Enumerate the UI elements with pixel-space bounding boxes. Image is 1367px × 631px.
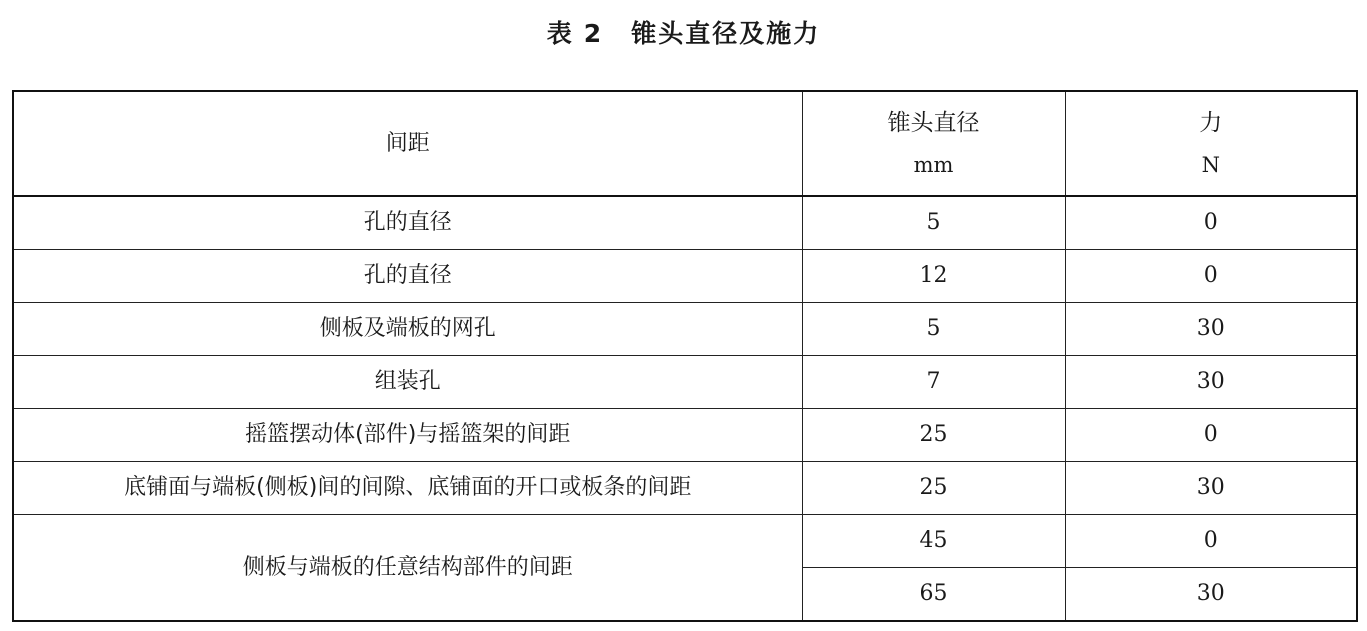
row-desc: 孔的直径 [13, 250, 802, 303]
row-diameter: 45 [802, 515, 1065, 568]
header-diameter-unit: mm [913, 152, 954, 177]
row-force: 0 [1065, 196, 1357, 250]
header-force-unit: N [1201, 152, 1220, 177]
row-desc: 底铺面与端板(侧板)间的间隙、底铺面的开口或板条的间距 [13, 462, 802, 515]
row-diameter: 7 [802, 356, 1065, 409]
row-diameter: 65 [802, 568, 1065, 622]
row-desc: 侧板及端板的网孔 [13, 303, 802, 356]
table-row [13, 409, 1357, 462]
row-force: 30 [1065, 303, 1357, 356]
header-force [1065, 91, 1357, 196]
table-row [13, 250, 1357, 303]
row-desc: 孔的直径 [13, 196, 802, 250]
row-diameter: 12 [802, 250, 1065, 303]
table-title [0, 14, 1367, 50]
row-diameter: 25 [802, 462, 1065, 515]
row-force: 30 [1065, 462, 1357, 515]
table-row [13, 356, 1357, 409]
header-diameter-label: 锥头直径 [887, 109, 980, 136]
row-force: 30 [1065, 356, 1357, 409]
table-title-number: 2 [583, 19, 604, 48]
row-force: 0 [1065, 250, 1357, 303]
table-row [13, 196, 1357, 250]
table-title-label: 表 [546, 19, 574, 48]
header-spacing: 间距 [13, 91, 802, 196]
row-force: 0 [1065, 409, 1357, 462]
row-diameter: 5 [802, 196, 1065, 250]
row-desc: 组装孔 [13, 356, 802, 409]
table-row [13, 303, 1357, 356]
row-diameter: 5 [802, 303, 1065, 356]
header-row [13, 91, 1357, 196]
table-title-text: 锥头直径及施力 [631, 19, 821, 48]
row-diameter: 25 [802, 409, 1065, 462]
header-diameter [802, 91, 1065, 196]
spec-table [12, 90, 1358, 622]
row-desc: 摇篮摆动体(部件)与摇篮架的间距 [13, 409, 802, 462]
table-row [13, 462, 1357, 515]
table-row [13, 515, 1357, 568]
header-force-label: 力 [1199, 109, 1223, 136]
merged-row-desc: 侧板与端板的任意结构部件的间距 [13, 515, 802, 622]
row-force: 0 [1065, 515, 1357, 568]
row-force: 30 [1065, 568, 1357, 622]
